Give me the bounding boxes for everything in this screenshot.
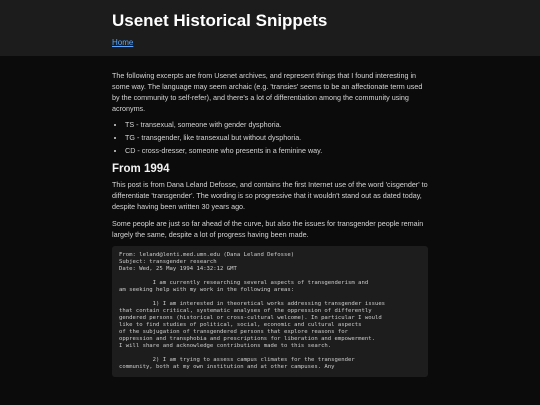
acronym-item-tg: • TG - transgender, like transexual but without dysphoria. [125,133,430,142]
acronym-item-ts: • TS - transexual, someone with gender dysphoria. [125,120,430,129]
section-paragraph-2: Some people are just so far ahead of the curve, but also the issues for transgender people remain largely the same, despite a lot of progress having been made. [112,219,424,239]
usenet-post-text: From: leland@lenti.med.umn.edu (Dana Leland Defosse) Subject: transgender research Date: Wed, 25 May 1994 14:32:12 GMT I am currently researching several aspects of transgenderism and am seeking help with my work in the following areas: 1) I am interested in theoretical works addressing transgender issues that contain critical, systematic analyses of the oppression of differently gendered persons (historical or cross-cultural welcome). In particular I would like to find studies of political, social, economic and cultural aspects of the subjugation of transgendered persons that explore reasons for oppression and transphobia and prescriptions for liberation and empowerment. I will share and acknowledge contributions made to this search. 2) I am trying to assess campus climates for the transgender community, both at my own institution and at other campuses. Any [119,252,386,370]
acronym-item-cd: • CD - cross-dresser, someone who presents in a feminine way. [125,146,430,155]
acronym-list [112,120,430,155]
section-heading: From 1994 [112,163,170,175]
intro-paragraph: The following excerpts are from Usenet archives, and represent things that I found interesting in some way. The language may seem archaic (e.g. 'transies' seems to be an affectionate term used by the community to self-refer), and there's a lot of differentiation among the community using acronyms. [112,71,423,113]
usenet-post-block [112,246,428,377]
site-header [0,0,540,56]
page-title: Usenet Historical Snippets [112,11,328,30]
main-content [0,56,430,377]
section-paragraph-1: This post is from Dana Leland Defosse, and contains the first Internet use of the word 'cisgender' to differentiate 'transgender'. The wording is so progressive that it wouldn't stand out as dated today, despite having been written 30 years ago. [112,180,428,211]
home-link[interactable]: Home [112,38,134,47]
